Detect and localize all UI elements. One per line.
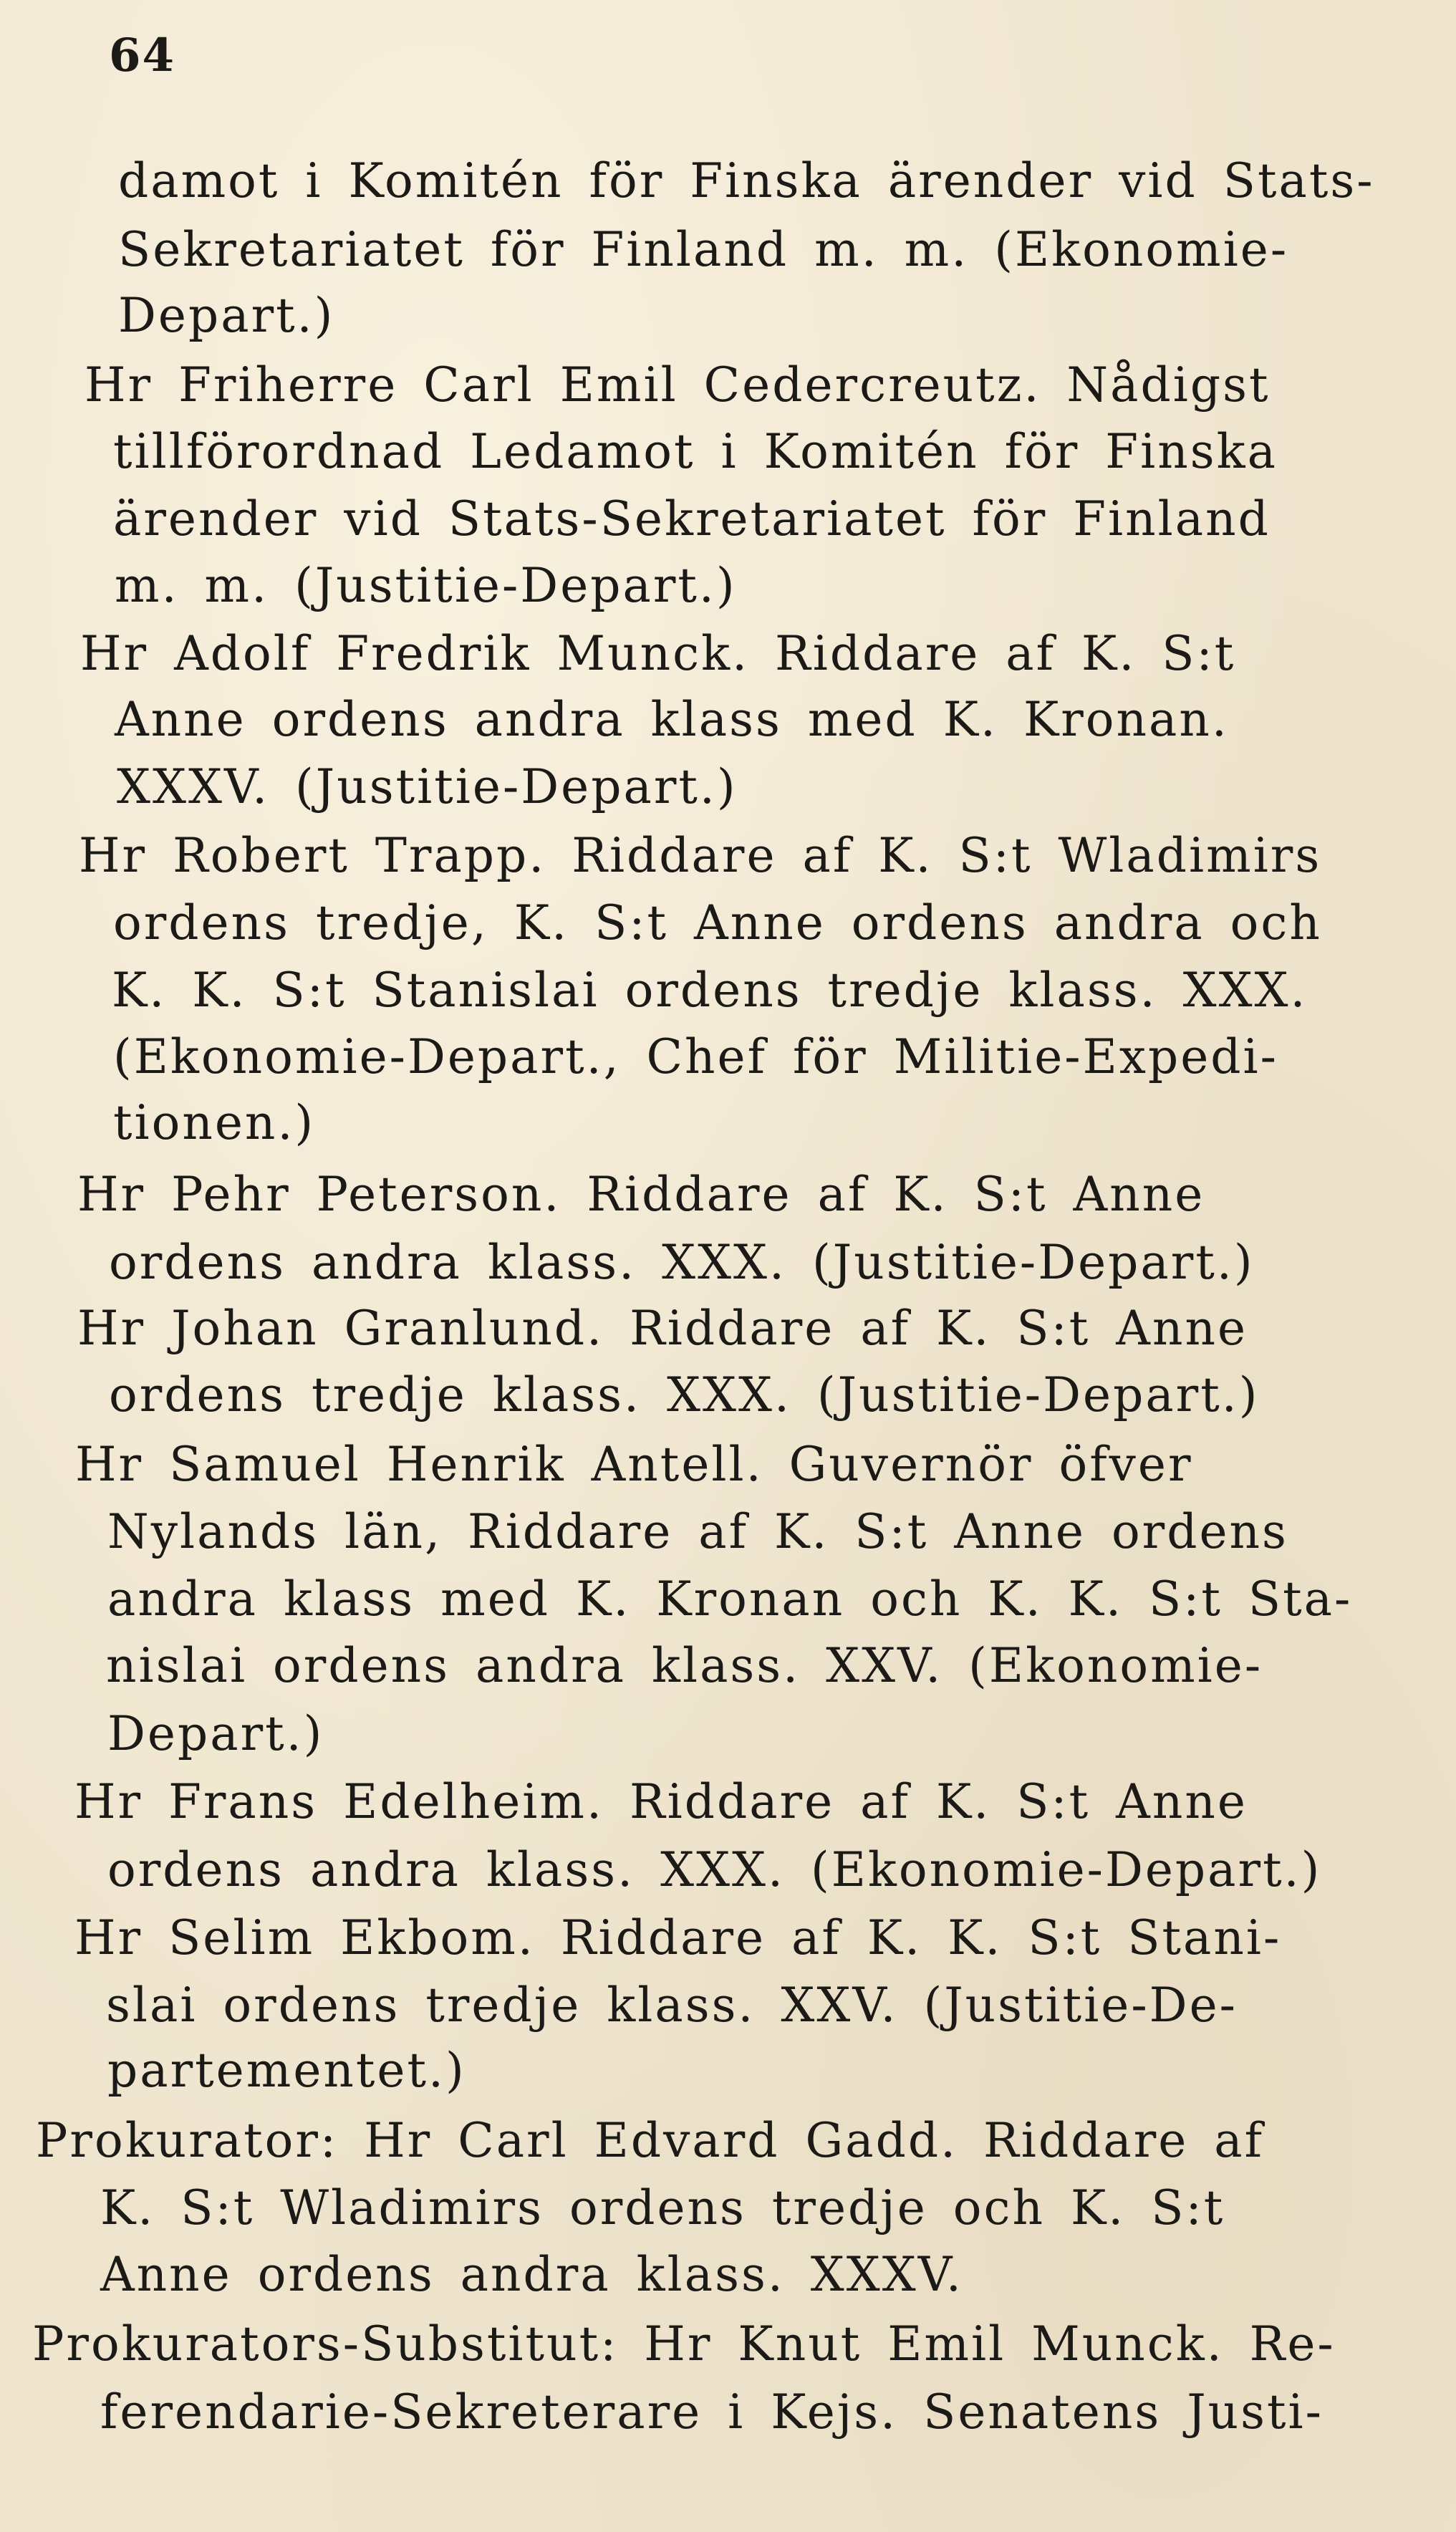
text-line: ordens andra klass. XXX. (Justitie-Depart.) — [109, 1235, 1255, 1290]
text-line: damot i Komitén för Finska ärender vid Stats- — [118, 153, 1375, 208]
text-line: andra klass med K. Kronan och K. K. S:t Sta- — [107, 1571, 1353, 1627]
text-line: Hr Friherre Carl Emil Cedercreutz. Nådigst — [85, 357, 1271, 413]
text-line: ordens tredje, K. S:t Anne ordens andra och — [113, 895, 1322, 950]
text-line: XXXV. (Justitie-Depart.) — [117, 759, 738, 814]
text-line: Hr Johan Granlund. Riddare af K. S:t Anne — [77, 1301, 1248, 1356]
text-line: (Ekonomie-Depart., Chef för Militie-Expedi- — [113, 1029, 1278, 1084]
text-line: Hr Samuel Henrik Antell. Guvernör öfver — [75, 1437, 1193, 1492]
text-line: ordens tredje klass. XXX. (Justitie-Depart.) — [109, 1367, 1260, 1423]
text-line: Prokurator: Hr Carl Edvard Gadd. Riddare af — [36, 2113, 1265, 2168]
text-line: Anne ordens andra klass med K. Kronan. — [115, 692, 1229, 747]
text-line: Depart.) — [118, 288, 335, 343]
text-line: tionen.) — [113, 1095, 316, 1150]
text-line: Hr Frans Edelheim. Riddare af K. S:t Anne — [74, 1774, 1248, 1829]
text-line: ordens andra klass. XXX. (Ekonomie-Depart.) — [107, 1842, 1322, 1897]
text-line: Anne ordens andra klass. XXXV. — [100, 2247, 963, 2302]
text-line: Hr Robert Trapp. Riddare af K. S:t Wladimirs — [79, 828, 1322, 883]
text-line: m. m. (Justitie-Depart.) — [115, 558, 737, 613]
text-line: Hr Pehr Peterson. Riddare af K. S:t Anne — [77, 1167, 1205, 1222]
text-line: slai ordens tredje klass. XXV. (Justitie-De- — [106, 1978, 1238, 2033]
text-line: K. K. S:t Stanislai ordens tredje klass. XXX. — [112, 963, 1308, 1018]
text-line: Hr Adolf Fredrik Munck. Riddare af K. S:t — [80, 626, 1236, 681]
text-line: ärender vid Stats-Sekretariatet för Finland — [113, 491, 1271, 547]
text-line: Sekretariatet för Finland m. m. (Ekonomie- — [118, 222, 1289, 277]
text-line: Depart.) — [107, 1706, 324, 1761]
text-line: nislai ordens andra klass. XXV. (Ekonomie- — [106, 1638, 1263, 1693]
text-line: Prokurators-Substitut: Hr Knut Emil Munck. Re- — [32, 2316, 1336, 2372]
text-line: tillförordnad Ledamot i Komitén för Finska — [113, 424, 1278, 479]
text-line: Nylands län, Riddare af K. S:t Anne ordens — [107, 1504, 1288, 1559]
text-line: K. S:t Wladimirs ordens tredje och K. S:t — [100, 2180, 1225, 2235]
page-number: 64 — [109, 29, 176, 82]
text-line: partementet.) — [107, 2043, 466, 2098]
text-line: Hr Selim Ekbom. Riddare af K. K. S:t Stani- — [74, 1910, 1282, 1965]
text-line: ferendarie-Sekreterare i Kejs. Senatens Justi- — [100, 2384, 1324, 2440]
